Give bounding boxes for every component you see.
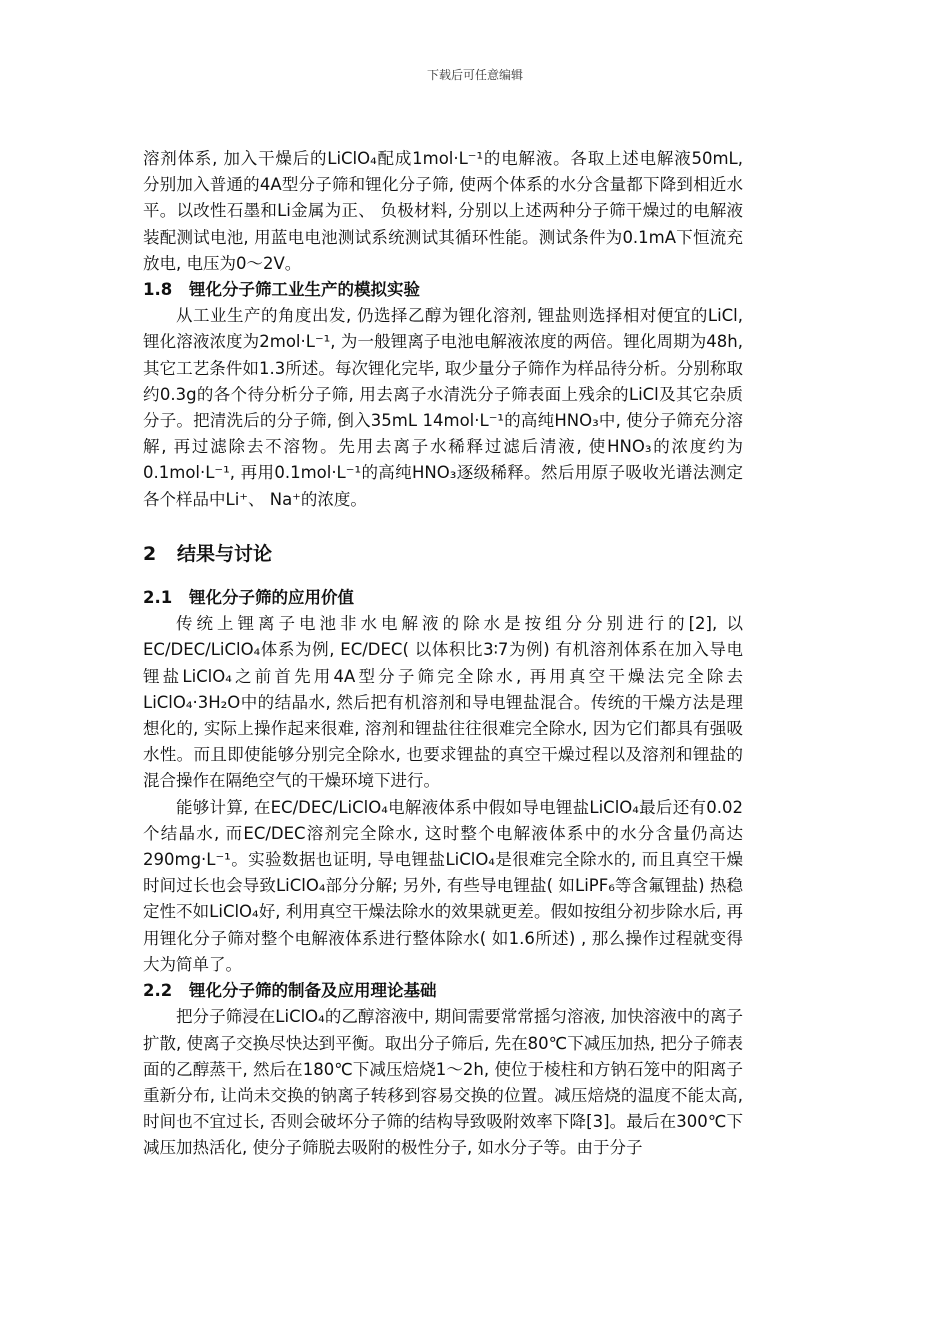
paragraph-industrial-simulation: 从工业生产的角度出发, 仍选择乙醇为锂化溶剂, 锂盐则选择相对便宜的LiCl, 锂化溶液浓度为2mol·L⁻¹, 为一般锂离子电池电解液浓度的两倍。锂化周期为48h, 其它工艺条件如1.3所述。每次锂化完毕, 取少量分子筛作为样品待分析。分别称取约0.3g的各个待分析分子筛, 用去离子水清洗分子筛表面上残余的LiCl及其它杂质分子。把清洗后的分子筛, 倒入35mL 14mol·L⁻¹的高纯HNO₃中, 使分子筛充分溶解, 再过滤除去不溶物。先用去离子水稀释过滤后清液, 使HNO₃的浓度约为0.1mol·L⁻¹, 再用0.1mol·L⁻¹的高纯HNO₃逐级稀释。然后用原子吸收光谱法测定各个样品中Li⁺、 Na⁺的浓度。: [143, 306, 743, 509]
section-heading-1-8: [143, 277, 743, 303]
section-title: 锂化分子筛工业生产的模拟实验: [189, 280, 420, 300]
chapter-number: 2: [143, 542, 157, 565]
chapter-title: 结果与讨论: [177, 542, 273, 565]
paragraph-traditional-drying: 传统上锂离子电池非水电解液的除水是按组分分别进行的[2], 以EC/DEC/LiClO₄体系为例, EC/DEC( 以体积比3∶7为例) 有机溶剂体系在加入导电锂盐LiClO₄之前首先用4A型分子筛完全除水, 再用真空干燥法完全除去LiClO₄·3H₂O中的结晶水, 然后把有机溶剂和导电锂盐混合。传统的干燥方法是理想化的, 实际上操作起来很难, 溶剂和锂盐往往很难完全除水, 因为它们都具有强吸水性。而且即使能够分别完全除水, 也要求锂盐的真空干燥过程以及溶剂和锂盐的混合操作在隔绝空气的干燥环境下进行。: [143, 614, 743, 791]
section-title: 锂化分子筛的应用价值: [189, 588, 354, 608]
spacer: [143, 513, 743, 527]
paragraph-preparation: 把分子筛浸在LiClO₄的乙醇溶液中, 期间需要常常摇匀溶液, 加快溶液中的离子扩散, 使离子交换尽快达到平衡。取出分子筛后, 先在80℃下减压加热, 把分子筛表面的乙醇蒸干, 然后在180℃下减压焙烧1～2h, 使位于棱柱和方钠石笼中的阳离子重新分布, 让尚未交换的钠离子转移到容易交换的位置。减压焙烧的温度不能太高, 时间也不宜过长, 否则会破坏分子筛的结构导致吸附效率下降[3]。最后在300℃下减压加热活化, 使分子筛脱去吸附的极性分子, 如水分子等。由于分子: [143, 1007, 743, 1158]
section-number: 1.8: [143, 280, 173, 300]
paragraph-calculation: 能够计算, 在EC/DEC/LiClO₄电解液体系中假如导电锂盐LiClO₄最后还有0.02个结晶水, 而EC/DEC溶剂完全除水, 这时整个电解液体系中的水分含量仍高达290mg·L⁻¹。实验数据也证明, 导电锂盐LiClO₄是很难完全除水的, 而且真空干燥时间过长也会导致LiClO₄部分分解; 另外, 有些导电锂盐( 如LiPF₆等含氟锂盐) 热稳定性不如LiClO₄好, 利用真空干燥法除水的效果就更差。假如按组分初步除水后, 再用锂化分子筛对整个电解液体系进行整体除水( 如1.6所述) , 那么操作过程就变得大为简单了。: [143, 797, 743, 974]
paragraph-solvent-system: 溶剂体系, 加入干燥后的LiClO₄配成1mol·L⁻¹的电解液。各取上述电解液50mL, 分别加入普通的4A型分子筛和锂化分子筛, 使两个体系的水分含量都下降到相近水平。以改性石墨和Li金属为正、 负极材料, 分别以上述两种分子筛干燥过的电解液装配测试电池, 用蓝电电池测试系统测试其循环性能。测试条件为0.1mA下恒流充放电, 电压为0～2V。: [143, 149, 743, 273]
section-number: 2.1: [143, 588, 173, 608]
header-note: 下载后可任意编辑: [426, 68, 523, 82]
chapter-heading-2: [143, 541, 743, 567]
section-heading-2-2: [143, 978, 743, 1004]
document-body: [143, 146, 743, 1162]
section-number: 2.2: [143, 981, 173, 1001]
section-heading-2-1: [143, 585, 743, 611]
section-title: 锂化分子筛的制备及应用理论基础: [189, 981, 437, 1001]
